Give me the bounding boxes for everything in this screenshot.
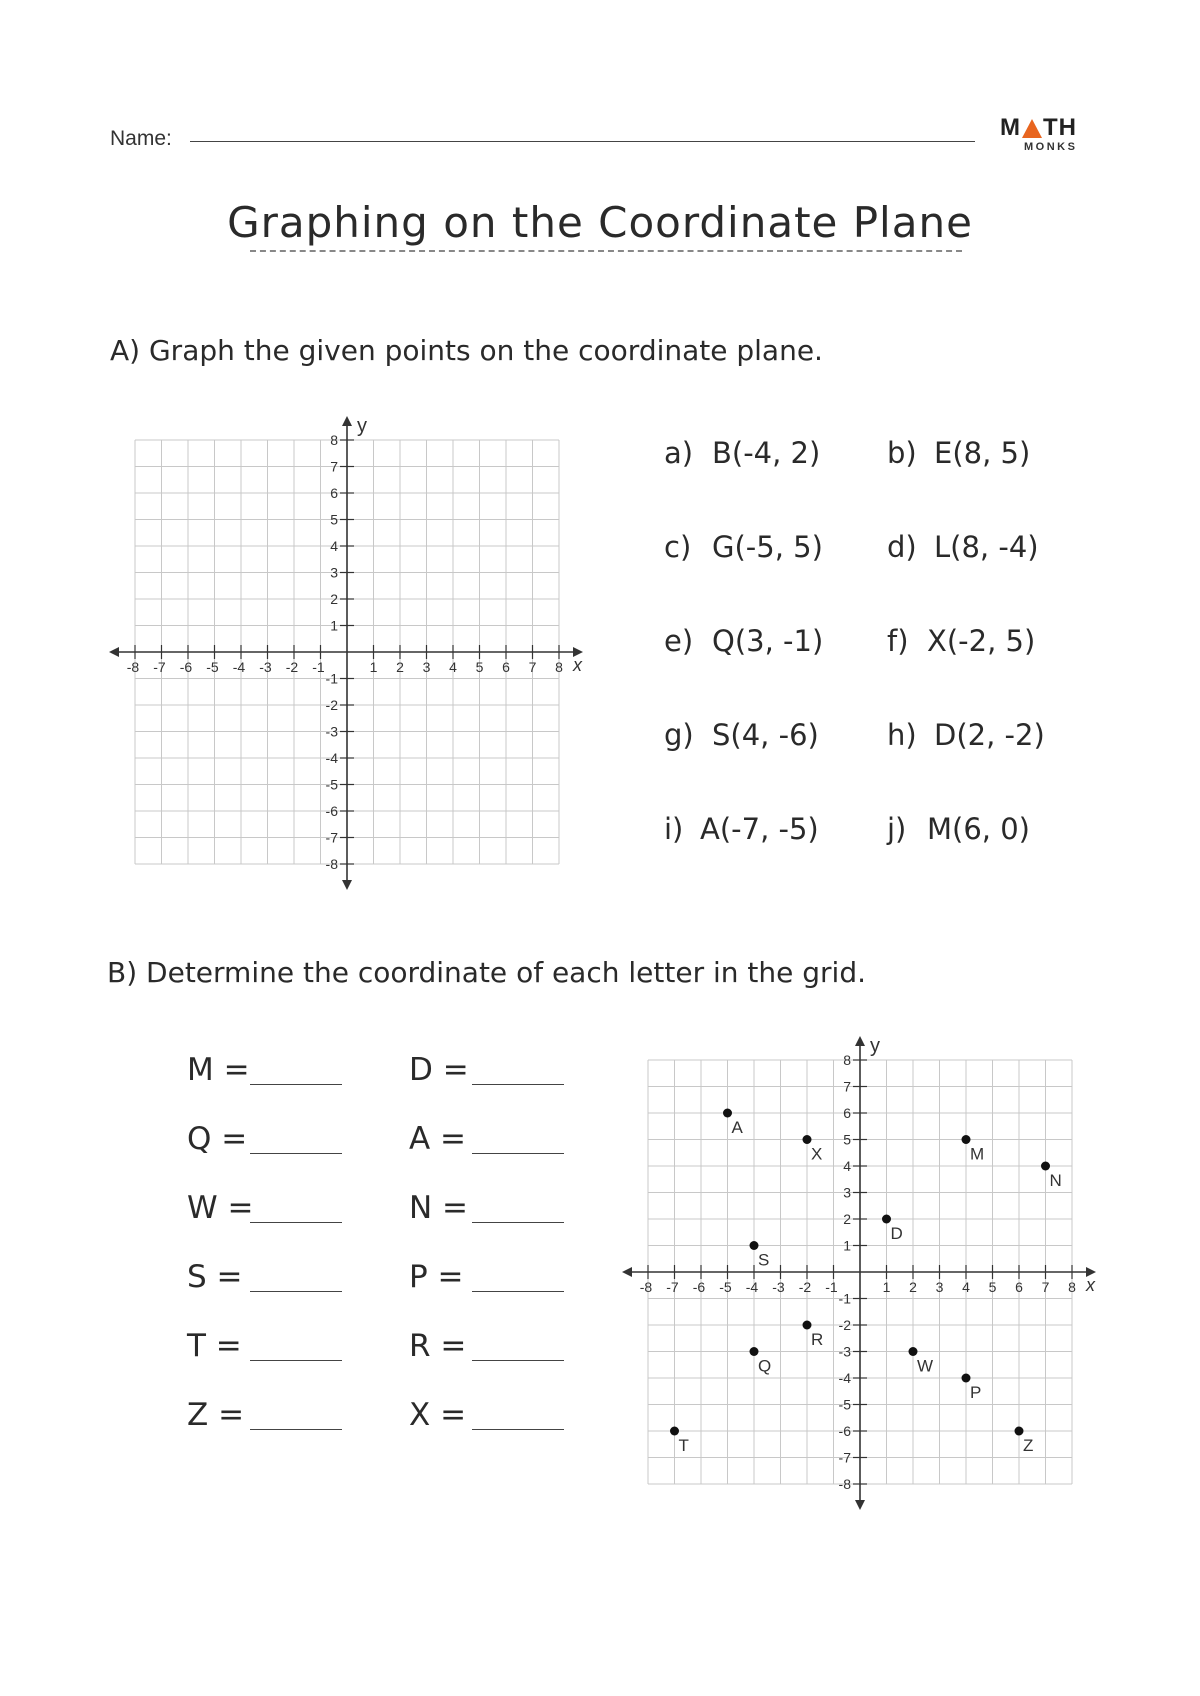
- y-tick-label: 5: [843, 1131, 851, 1148]
- answer-blank[interactable]: [250, 1084, 342, 1085]
- x-tick-label: -8: [639, 1279, 653, 1295]
- point-item-text: S(4, -6): [712, 718, 819, 752]
- answer-label: Z =: [187, 1397, 245, 1433]
- x-axis-label: x: [1086, 1275, 1095, 1295]
- logo-triangle-icon: [1022, 119, 1042, 138]
- x-tick-label: 3: [422, 659, 431, 675]
- y-tick-label: -8: [325, 856, 338, 872]
- answer-label: D =: [409, 1052, 469, 1088]
- x-tick-label: -1: [825, 1279, 838, 1295]
- point-label-r: R: [811, 1330, 824, 1349]
- x-tick-label: -7: [666, 1279, 679, 1295]
- point-label-z: Z: [1023, 1436, 1034, 1455]
- y-axis-up-arrow-icon: [342, 416, 352, 426]
- point-item-label: b): [887, 436, 917, 470]
- plotted-point-q: [750, 1347, 759, 1356]
- point-item-text: L(8, -4): [934, 530, 1039, 564]
- x-tick-label: 5: [988, 1279, 997, 1295]
- y-tick-label: -7: [838, 1449, 851, 1466]
- point-item-text: E(8, 5): [934, 436, 1031, 470]
- plotted-point-w: [909, 1347, 918, 1356]
- plotted-point-x: [803, 1135, 812, 1144]
- x-tick-label: -1: [312, 659, 325, 675]
- x-tick-label: 4: [449, 659, 457, 675]
- y-tick-label: -3: [838, 1343, 851, 1360]
- y-tick-label: -2: [838, 1317, 851, 1333]
- y-axis-down-arrow-icon: [855, 1500, 865, 1510]
- answer-label: A =: [409, 1121, 467, 1157]
- answer-blank[interactable]: [472, 1291, 564, 1292]
- point-label-n: N: [1049, 1171, 1062, 1190]
- answer-blank[interactable]: [250, 1222, 342, 1223]
- x-tick-label: 1: [369, 659, 378, 675]
- point-label-p: P: [970, 1383, 982, 1402]
- answer-blank[interactable]: [472, 1360, 564, 1361]
- x-tick-label: -6: [692, 1279, 706, 1295]
- point-label-a: A: [731, 1118, 743, 1137]
- plotted-point-z: [1015, 1427, 1024, 1436]
- y-tick-label: -4: [325, 750, 338, 766]
- plotted-point-s: [750, 1241, 759, 1250]
- point-label-w: W: [917, 1356, 934, 1376]
- answer-blank[interactable]: [472, 1222, 564, 1223]
- answer-blank[interactable]: [472, 1429, 564, 1430]
- x-tick-label: 8: [555, 659, 563, 675]
- y-tick-label: 5: [330, 511, 338, 528]
- point-item-label: a): [664, 436, 694, 470]
- y-tick-label: 3: [330, 564, 338, 581]
- x-tick-label: -6: [179, 659, 193, 675]
- y-tick-label: -7: [325, 829, 338, 846]
- answer-label: W =: [187, 1190, 254, 1226]
- y-axis-label: y: [357, 415, 367, 437]
- x-tick-label: -2: [285, 659, 299, 675]
- y-tick-label: -5: [325, 776, 338, 793]
- x-tick-label: 1: [882, 1279, 891, 1295]
- point-label-x: X: [811, 1144, 823, 1164]
- y-tick-label: 8: [843, 1052, 851, 1068]
- point-item-label: g): [664, 718, 694, 752]
- point-label-s: S: [758, 1250, 770, 1270]
- x-axis-label: x: [573, 655, 582, 675]
- answer-blank[interactable]: [250, 1291, 342, 1292]
- y-tick-label: 8: [330, 432, 338, 448]
- page-title: Graphing on the Coordinate Plane: [227, 198, 973, 247]
- y-tick-label: 6: [843, 1105, 851, 1121]
- x-tick-label: 7: [528, 659, 537, 675]
- y-tick-label: 7: [330, 458, 338, 475]
- point-item-text: Q(3, -1): [712, 624, 824, 658]
- x-tick-label: 3: [935, 1279, 944, 1295]
- x-tick-label: 5: [475, 659, 484, 675]
- y-tick-label: 2: [330, 591, 338, 607]
- plotted-point-t: [670, 1427, 679, 1436]
- plotted-point-a: [723, 1109, 732, 1118]
- x-tick-label: 4: [962, 1279, 970, 1295]
- y-tick-label: -6: [325, 803, 338, 819]
- answer-label: T =: [187, 1328, 242, 1364]
- y-tick-label: 4: [843, 1158, 851, 1174]
- logo-subtext: MONKS: [1024, 141, 1078, 153]
- y-tick-label: 2: [843, 1211, 851, 1227]
- y-tick-label: -1: [838, 1290, 851, 1307]
- title-underline: [250, 250, 962, 252]
- plotted-point-n: [1041, 1162, 1050, 1171]
- point-item-label: d): [887, 530, 917, 564]
- point-item-label: c): [664, 530, 692, 564]
- y-axis-down-arrow-icon: [342, 880, 352, 890]
- point-label-q: Q: [758, 1356, 772, 1376]
- logo-text-right: TH: [1043, 114, 1077, 141]
- point-label-d: D: [890, 1224, 903, 1243]
- point-item-label: i): [664, 812, 684, 846]
- answer-blank[interactable]: [250, 1429, 342, 1430]
- point-item-text: M(6, 0): [927, 812, 1030, 846]
- y-tick-label: -8: [838, 1476, 851, 1492]
- x-tick-label: -4: [745, 1279, 759, 1295]
- point-label-m: M: [970, 1144, 985, 1164]
- x-tick-label: -5: [719, 1279, 732, 1295]
- y-tick-label: 6: [330, 485, 338, 501]
- x-tick-label: 6: [502, 659, 510, 675]
- plotted-point-d: [882, 1215, 891, 1224]
- x-tick-label: -2: [798, 1279, 812, 1295]
- point-item-label: f): [887, 624, 909, 658]
- answer-blank[interactable]: [250, 1360, 342, 1361]
- y-tick-label: 4: [330, 538, 338, 554]
- answer-label: R =: [409, 1328, 467, 1364]
- answer-label: S =: [187, 1259, 243, 1295]
- plotted-point-p: [962, 1374, 971, 1383]
- answer-blank[interactable]: [472, 1153, 564, 1154]
- x-tick-label: -5: [206, 659, 219, 675]
- x-tick-label: -8: [126, 659, 140, 675]
- x-tick-label: -3: [259, 659, 272, 675]
- x-tick-label: -3: [772, 1279, 785, 1295]
- answer-label: Q =: [187, 1121, 248, 1157]
- y-tick-label: 1: [330, 617, 338, 634]
- coordinate-grid-a[interactable]: [105, 410, 595, 895]
- y-tick-label: -4: [838, 1370, 851, 1386]
- point-item-text: D(2, -2): [934, 718, 1045, 752]
- answer-label: N =: [409, 1190, 469, 1226]
- point-item-label: e): [664, 624, 694, 658]
- x-axis-left-arrow-icon: [109, 647, 119, 657]
- plotted-point-r: [803, 1321, 812, 1330]
- x-tick-label: 2: [396, 659, 404, 675]
- y-tick-label: -1: [325, 670, 338, 687]
- y-tick-label: 7: [843, 1078, 851, 1095]
- point-label-t: T: [678, 1436, 689, 1455]
- y-axis-label: y: [870, 1035, 880, 1057]
- y-tick-label: -3: [325, 723, 338, 740]
- name-input-line[interactable]: [190, 141, 975, 142]
- x-tick-label: 8: [1068, 1279, 1076, 1295]
- x-axis-left-arrow-icon: [622, 1267, 632, 1277]
- answer-label: M =: [187, 1052, 250, 1088]
- x-tick-label: -4: [232, 659, 246, 675]
- answer-label: P =: [409, 1259, 464, 1295]
- section-b-instruction: B) Determine the coordinate of each letter in the grid.: [107, 956, 866, 989]
- name-label: Name:: [110, 127, 172, 150]
- y-axis-up-arrow-icon: [855, 1036, 865, 1046]
- x-tick-label: 7: [1041, 1279, 1050, 1295]
- plotted-point-m: [962, 1135, 971, 1144]
- y-tick-label: -6: [838, 1423, 851, 1439]
- point-item-text: A(-7, -5): [700, 812, 819, 846]
- y-tick-label: -5: [838, 1396, 851, 1413]
- math-monks-logo: [1000, 116, 1090, 153]
- point-item-label: j): [887, 812, 907, 846]
- x-tick-label: -7: [153, 659, 166, 675]
- point-item-text: G(-5, 5): [712, 530, 823, 564]
- y-tick-label: 3: [843, 1184, 851, 1201]
- answer-blank[interactable]: [472, 1084, 564, 1085]
- answer-label: X =: [409, 1397, 467, 1433]
- x-tick-label: 2: [909, 1279, 917, 1295]
- answer-blank[interactable]: [250, 1153, 342, 1154]
- section-a-instruction: A) Graph the given points on the coordinate plane.: [110, 334, 823, 367]
- logo-text-left: M: [1000, 114, 1021, 141]
- y-tick-label: -2: [325, 697, 338, 713]
- coordinate-grid-b: [618, 1030, 1108, 1520]
- point-item-label: h): [887, 718, 917, 752]
- point-item-text: B(-4, 2): [712, 436, 821, 470]
- x-tick-label: 6: [1015, 1279, 1023, 1295]
- y-tick-label: 1: [843, 1237, 851, 1254]
- point-item-text: X(-2, 5): [927, 624, 1036, 658]
